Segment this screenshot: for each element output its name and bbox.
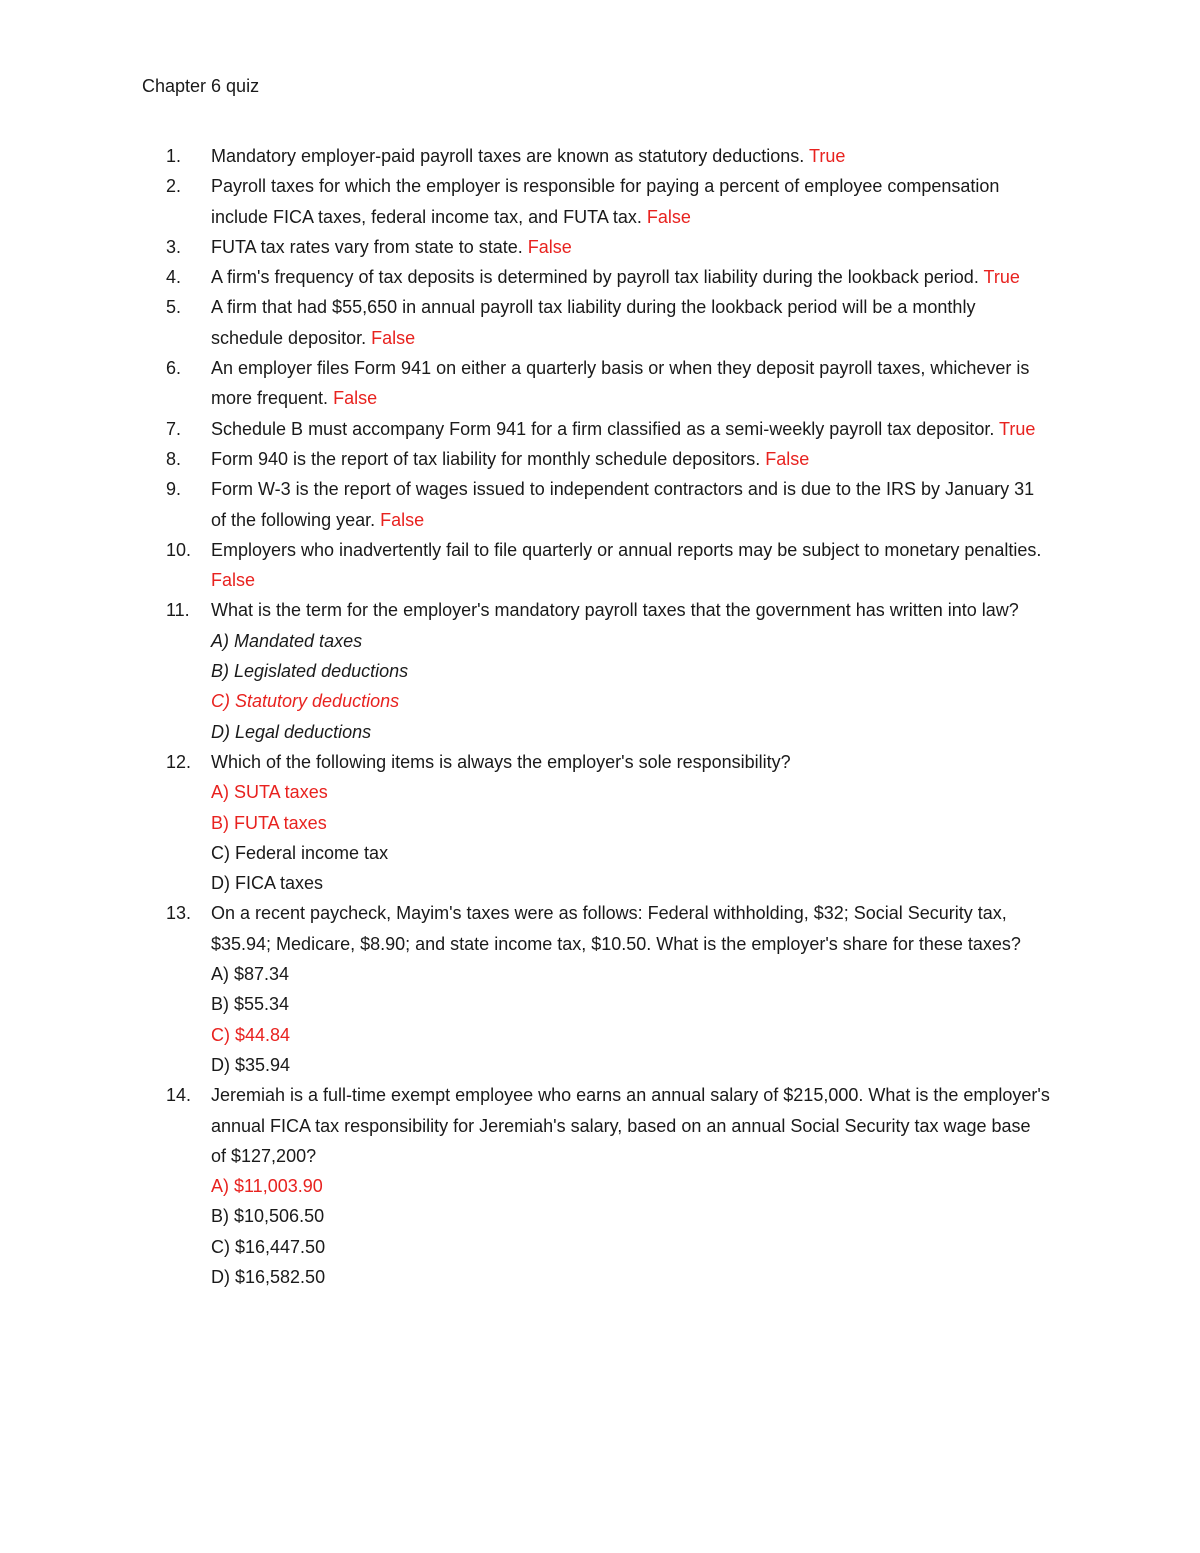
question-text: Jeremiah is a full-time exempt employee who earns an annual salary of $215,000. What is the employer's annual FICA tax responsibility for Jeremiah's salary, based on an annual Social Security tax wage base of $127,200?	[211, 1085, 1050, 1166]
answer-key: True	[999, 418, 1036, 439]
question-text: Mandatory employer-paid payroll taxes are known as statutory deductions.	[211, 146, 805, 166]
question-number: 3.	[166, 236, 182, 257]
answer-options	[211, 1171, 1050, 1292]
answer-options	[211, 626, 1050, 747]
answer-option: A) Mandated taxes	[211, 630, 363, 651]
question-item	[0, 444, 1200, 474]
answer-options	[211, 959, 1050, 1080]
question-text: A firm's frequency of tax deposits is determined by payroll tax liability during the lookback period.	[211, 267, 979, 288]
question-number: 10.	[166, 539, 192, 560]
answer-key: False	[371, 327, 416, 348]
question-text: On a recent paycheck, Mayim's taxes were as follows: Federal withholding, $32; Social Security tax, $35.94; Medicare, $8.90; and state income tax, $10.50. What is the employer's share for these taxes?	[211, 903, 1021, 954]
answer-option: D) $35.94	[211, 1054, 291, 1075]
question-item	[0, 353, 1200, 414]
question-text: A firm that had $55,650 in annual payroll tax liability during the lookback period will be a monthly schedule depositor.	[211, 297, 976, 348]
question-number: 11.	[166, 600, 190, 621]
question-item	[0, 595, 1200, 746]
question-item	[0, 1080, 1200, 1292]
answer-option: C) $16,447.50	[211, 1236, 326, 1257]
answer-key: False	[646, 206, 691, 227]
answer-option-correct: A) $11,003.90	[211, 1176, 323, 1197]
question-list	[0, 141, 1200, 1292]
question-item	[0, 898, 1200, 1080]
question-number: 14.	[166, 1085, 192, 1106]
answer-key: False	[380, 509, 425, 530]
answer-option: B) $55.34	[211, 994, 290, 1015]
answer-key: True	[809, 146, 846, 166]
question-text: Which of the following items is always the employer's sole responsibility?	[211, 751, 791, 772]
question-number: 12.	[166, 751, 192, 772]
answer-key: False	[333, 388, 378, 409]
question-item	[0, 141, 1200, 171]
question-number: 4.	[166, 267, 182, 288]
question-number: 1.	[166, 146, 182, 166]
question-number: 8.	[166, 448, 182, 469]
question-item	[0, 292, 1200, 353]
answer-option-correct: C) Statutory deductions	[211, 691, 400, 712]
question-text: Schedule B must accompany Form 941 for a firm classified as a semi-weekly payroll tax depositor.	[211, 418, 995, 439]
answer-option: D) Legal deductions	[211, 721, 372, 742]
answer-option-correct: A) SUTA taxes	[211, 782, 328, 803]
answer-option: A) $87.34	[211, 964, 290, 985]
question-number: 13.	[166, 903, 192, 924]
answer-key: False	[211, 570, 256, 591]
answer-option: C) Federal income tax	[211, 842, 389, 863]
question-text: Form W-3 is the report of wages issued to independent contractors and is due to the IRS by January 31 of the following year.	[211, 479, 1035, 530]
question-item	[0, 262, 1200, 292]
question-text: Employers who inadvertently fail to file quarterly or annual reports may be subject to monetary penalties.	[211, 539, 1042, 560]
question-item	[0, 535, 1200, 596]
question-text: FUTA tax rates vary from state to state.	[211, 236, 523, 257]
question-text: An employer files Form 941 on either a quarterly basis or when they deposit payroll taxes, whichever is more frequent.	[211, 358, 1030, 409]
answer-option-correct: C) $44.84	[211, 1024, 291, 1045]
answer-option: B) Legislated deductions	[211, 661, 409, 682]
answer-option: D) $16,582.50	[211, 1266, 326, 1287]
question-text: Form 940 is the report of tax liability for monthly schedule depositors.	[211, 448, 761, 469]
question-item	[0, 474, 1200, 535]
answer-option: B) $10,506.50	[211, 1206, 325, 1227]
answer-key: False	[527, 236, 572, 257]
question-item	[0, 232, 1200, 262]
question-number: 2.	[166, 176, 182, 197]
answer-option-correct: B) FUTA taxes	[211, 812, 327, 833]
answer-option: D) FICA taxes	[211, 873, 324, 894]
question-item	[0, 171, 1200, 232]
question-number: 7.	[166, 418, 182, 439]
page-title: Chapter 6 quiz	[142, 76, 260, 96]
answer-key: False	[765, 448, 810, 469]
question-item	[0, 747, 1200, 898]
question-number: 5.	[166, 297, 182, 318]
answer-options	[211, 777, 1050, 898]
question-number: 9.	[166, 479, 182, 500]
question-text: Payroll taxes for which the employer is responsible for paying a percent of employee compensation include FICA taxes, federal income tax, and FUTA tax.	[211, 176, 1000, 227]
question-number: 6.	[166, 358, 182, 379]
answer-key: True	[983, 267, 1020, 288]
question-text: What is the term for the employer's mandatory payroll taxes that the government has written into law?	[211, 600, 1019, 621]
question-item	[0, 414, 1200, 444]
